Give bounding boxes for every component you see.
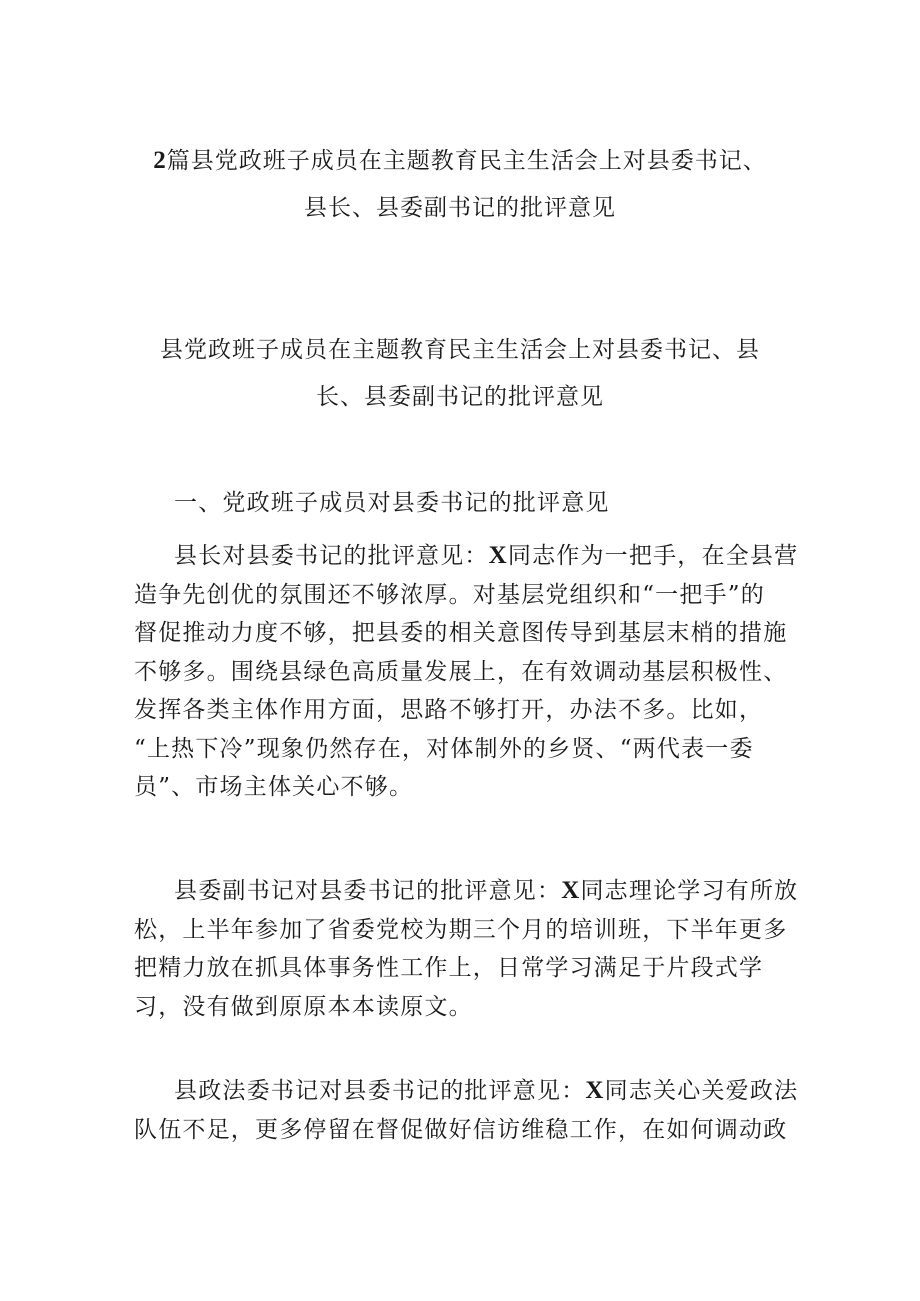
sub-title — [0, 327, 920, 421]
section-heading — [134, 484, 784, 523]
paragraph-line: 松，上半年参加了省委党校为期三个月的培训班，下半年更多 — [134, 916, 788, 943]
paragraph-lead: 县长对县委书记的批评意见： — [174, 543, 489, 569]
paragraph-line — [134, 872, 799, 911]
main-title-line-2: 县长、县委副书记的批评意见 — [304, 195, 616, 221]
paragraph-line: 督促推动力度不够，把县委的相关意图传导到基层末梢的措施 — [134, 620, 788, 646]
paragraph-lead-rest: 同志理论学习有所放 — [580, 878, 799, 904]
paragraph-lead: 县委副书记对县委书记的批评意见： — [174, 878, 562, 904]
paragraph-lead-rest: 同志作为一把手，在全县营 — [507, 543, 799, 569]
main-title-line-1 — [0, 137, 920, 185]
paragraph-county-head — [134, 537, 799, 807]
paragraph-line: 员”、市场主体关心不够。 — [134, 774, 414, 800]
sub-title-line-1: 县党政班子成员在主题教育民主生活会上对县委书记、县 — [160, 337, 760, 363]
paragraph-line: 队伍不足，更多停留在督促做好信访维稳工作，在如何调动政 — [134, 1116, 788, 1143]
comrade-x: X — [488, 542, 508, 569]
paragraph-line: 发挥各类主体作用方面，思路不够打开，办法不多。比如， — [134, 697, 764, 723]
main-title — [0, 137, 920, 232]
main-title-number: 2 — [153, 147, 167, 174]
paragraph-line — [134, 537, 799, 576]
paragraph-line — [134, 1072, 799, 1111]
paragraph-line: 习，没有做到原原本本读原文。 — [134, 993, 473, 1020]
paragraph-line: “上热下冷”现象仍然存在，对体制外的乡贤、“两代表一委 — [134, 735, 754, 762]
paragraph-political-legal — [134, 1072, 799, 1149]
sub-title-line-2: 长、县委副书记的批评意见 — [316, 384, 604, 410]
paragraph-line: 造争先创优的氛围还不够浓厚。对基层党组织和“一把手”的 — [134, 581, 765, 608]
paragraph-lead-rest: 同志关心关爱政法 — [604, 1078, 799, 1104]
paragraph-line: 不够多。围绕县绿色高质量发展上，在有效调动基层积极性、 — [134, 658, 788, 685]
comrade-x: X — [585, 1077, 605, 1104]
main-title-line-1-text: 篇县党政班子成员在主题教育民主生活会上对县委书记、 — [166, 148, 767, 174]
paragraph-deputy-secretary — [134, 872, 799, 1026]
paragraph-lead: 县政法委书记对县委书记的批评意见： — [174, 1078, 586, 1104]
section-heading-text: 一、党政班子成员对县委书记的批评意见 — [174, 490, 610, 516]
comrade-x: X — [561, 877, 581, 904]
paragraph-line: 把精力放在抓具体事务性工作上，日常学习满足于片段式学 — [134, 955, 764, 981]
